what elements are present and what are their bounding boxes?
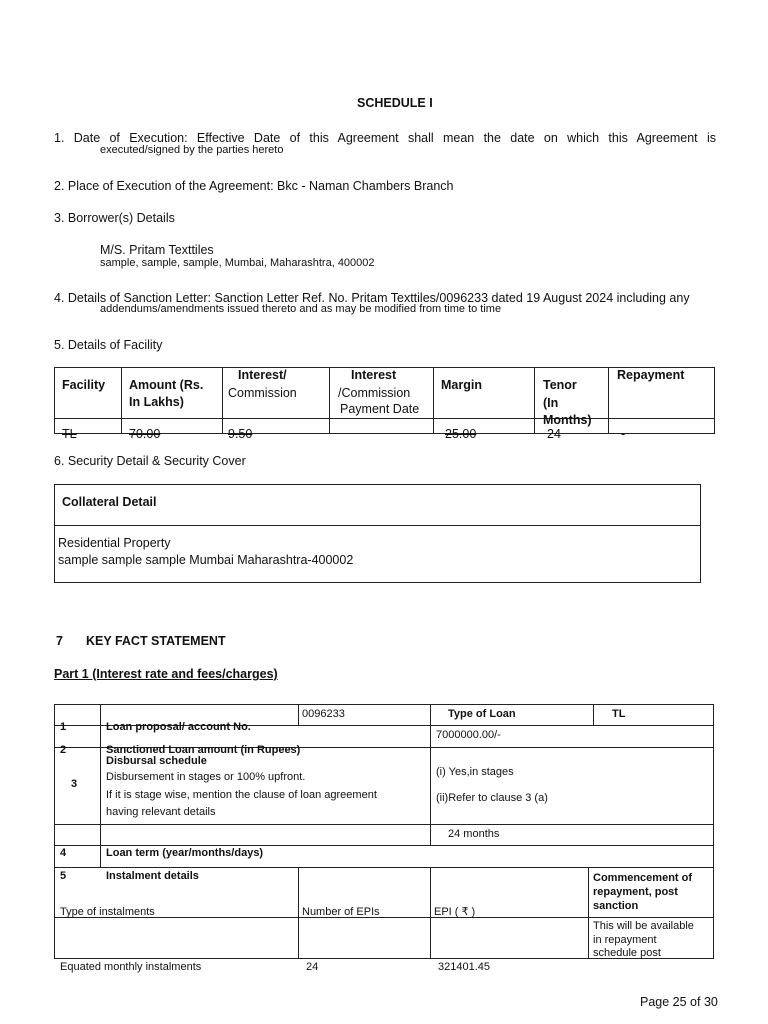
collateral-address: sample sample sample Mumbai Maharashtra-400002 <box>58 553 354 567</box>
sanction-letter-line-1: 4. Details of Sanction Letter: Sanction Letter Ref. No. Pritam Texttiles/0096233 dated 19 August 2024 including any <box>54 291 690 305</box>
sanction-letter-line-2: addendums/amendments issued thereto and as may be modified from time to time <box>100 303 502 315</box>
header-tenor-1: Tenor <box>543 378 577 392</box>
row5-label: Instalment details <box>106 870 199 882</box>
borrower-heading: 3. Borrower(s) Details <box>54 211 175 225</box>
row4-label: Loan term (year/months/days) <box>106 847 264 859</box>
disbursal-line-3: having relevant details <box>106 806 216 818</box>
row-amount: 70.00 <box>129 427 161 441</box>
header-repayment: Repayment <box>617 368 685 382</box>
col-commencement-1: Commencement of <box>593 872 693 884</box>
kfs-part-title: Part 1 (Interest rate and fees/charges) <box>54 667 278 681</box>
emi-amount: 321401.45 <box>438 961 490 973</box>
row-repayment: - <box>621 427 626 441</box>
execution-date-line-1: 1. Date of Execution: Effective Date of this Agreement shall mean the date on which this Agreement is <box>54 131 716 145</box>
header-tenor-2: (In <box>543 396 559 410</box>
row-tenor: 24 <box>547 427 561 441</box>
col-commencement-3: sanction <box>593 900 639 912</box>
col-number-of-epis: Number of EPIs <box>302 906 380 918</box>
header-tenor-3: Months) <box>543 413 592 427</box>
page-number: Page 25 of 30 <box>640 995 718 1009</box>
security-heading: 6. Security Detail & Security Cover <box>54 454 246 468</box>
col-type-of-instalments: Type of instalments <box>60 906 155 918</box>
row2-number: 2 <box>60 744 67 756</box>
loan-term-value: 24 months <box>448 828 500 840</box>
col-epi: EPI ( ₹ ) <box>434 906 476 918</box>
row5-number: 5 <box>60 870 67 882</box>
disbursal-line-2: If it is stage wise, mention the clause of loan agreement <box>106 789 377 801</box>
emi-type: Equated monthly instalments <box>60 961 202 973</box>
row-interest: 9.50 <box>228 427 253 441</box>
collateral-heading: Collateral Detail <box>62 495 157 509</box>
disbursal-value-2: (ii)Refer to clause 3 (a) <box>436 792 548 804</box>
header-amount-2: In Lakhs) <box>129 395 184 409</box>
row3-number: 3 <box>71 778 78 790</box>
kfs-number: 7 <box>56 634 63 648</box>
row-facility: TL <box>62 427 77 441</box>
execution-date-line-2: executed/signed by the parties hereto <box>100 144 284 156</box>
execution-place: 2. Place of Execution of the Agreement: Bkc - Naman Chambers Branch <box>54 179 454 193</box>
disbursal-label: Disbursal schedule <box>106 755 207 767</box>
row4-number: 4 <box>60 847 67 859</box>
disbursal-line-1: Disbursement in stages or 100% upfront. <box>106 771 306 783</box>
row2-label: Sanctioned Loan amount (in Rupees) <box>106 744 301 756</box>
account-no-value: 0096233 <box>302 708 345 720</box>
type-of-loan-value: TL <box>612 708 626 720</box>
borrower-address: sample, sample, sample, Mumbai, Maharashtra, 400002 <box>100 257 375 269</box>
type-of-loan-label: Type of Loan <box>448 708 516 720</box>
row1-number: 1 <box>60 721 67 733</box>
borrower-name: M/S. Pritam Texttiles <box>100 243 214 257</box>
header-facility: Facility <box>62 378 106 392</box>
header-interest-1: Interest/ <box>238 368 287 382</box>
header-payment-3: Payment Date <box>340 402 420 416</box>
commencement-value-2: in repayment <box>593 934 657 946</box>
col-commencement-2: repayment, post <box>593 886 678 898</box>
header-payment-2: /Commission <box>338 386 411 400</box>
facility-heading: 5. Details of Facility <box>54 338 163 352</box>
kfs-title: KEY FACT STATEMENT <box>86 634 226 648</box>
collateral-type: Residential Property <box>58 536 171 550</box>
row1-label: Loan proposal/ account No. <box>106 721 251 733</box>
schedule-title: SCHEDULE I <box>357 96 433 110</box>
loan-amount-value: 7000000.00/- <box>436 729 501 741</box>
header-margin: Margin <box>441 378 482 392</box>
row-margin: 25.00 <box>445 427 477 441</box>
header-amount-1: Amount (Rs. <box>129 378 204 392</box>
disbursal-value-1: (i) Yes,in stages <box>436 766 514 778</box>
commencement-value-1: This will be available <box>593 920 694 932</box>
header-interest-2: Commission <box>228 386 297 400</box>
emi-count: 24 <box>306 961 319 973</box>
header-payment-1: Interest <box>351 368 397 382</box>
commencement-value-3: schedule post <box>593 947 661 959</box>
